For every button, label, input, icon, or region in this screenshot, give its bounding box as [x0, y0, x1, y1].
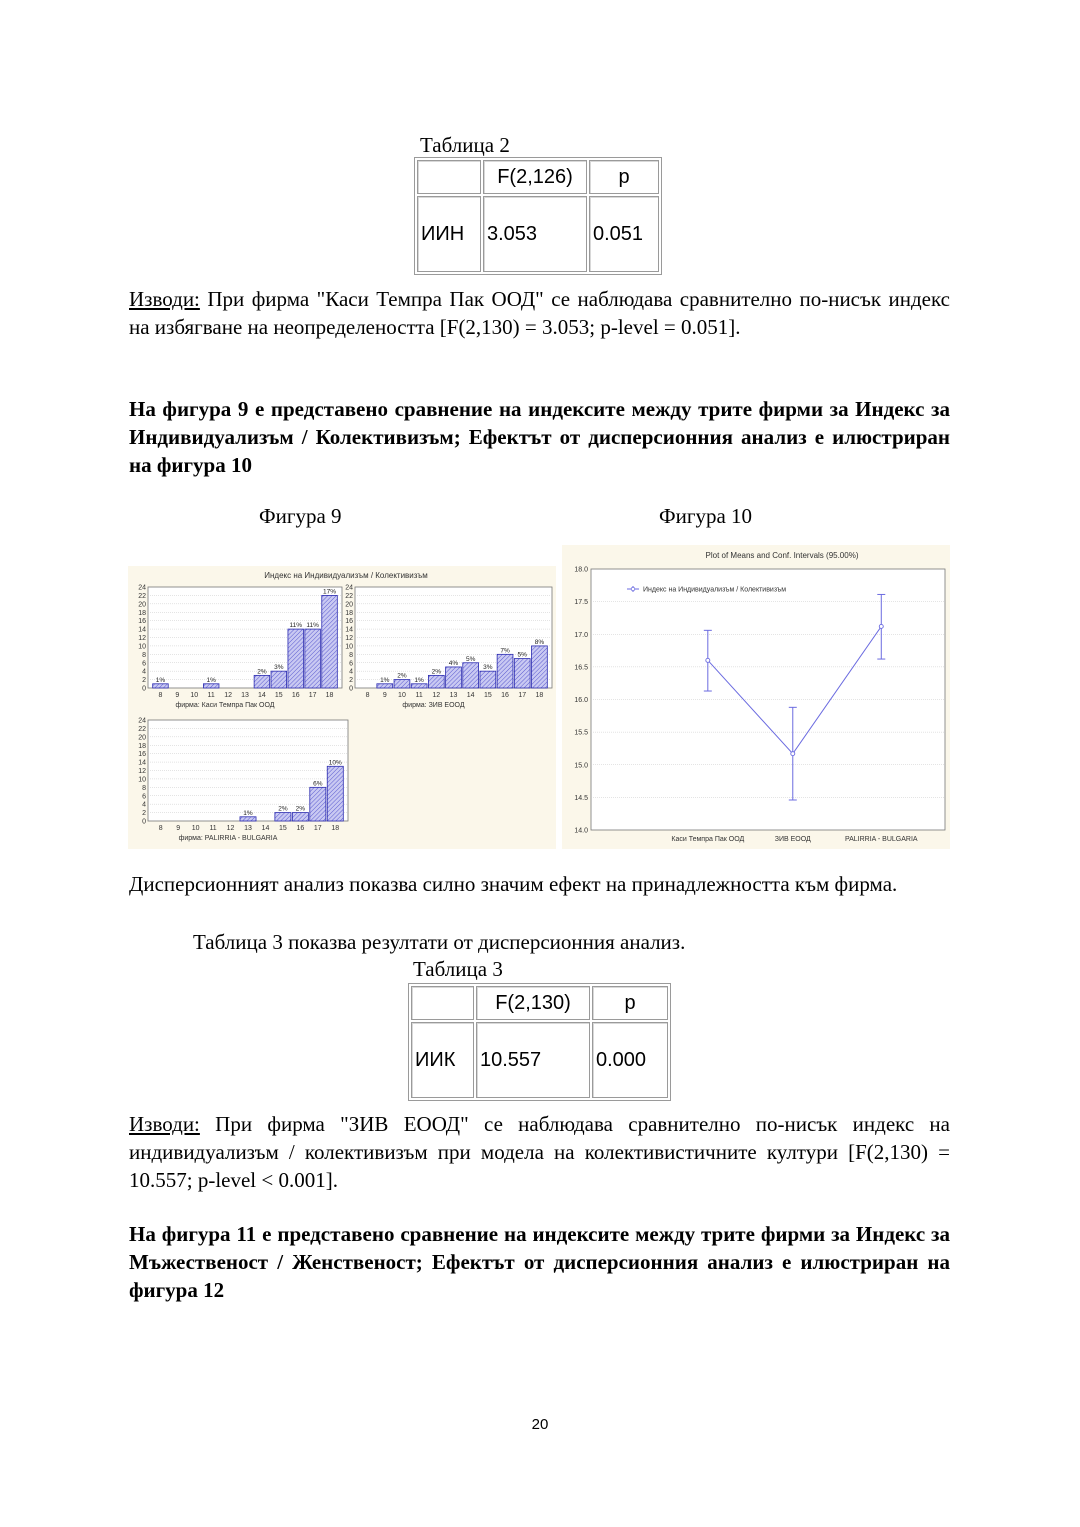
histogram-bar — [411, 684, 427, 688]
figure9-svg — [128, 566, 556, 849]
y-tick-label: 12 — [138, 768, 146, 775]
table-row — [411, 986, 668, 1020]
y-tick-label: 6 — [349, 660, 353, 668]
y-tick-label: 2 — [142, 810, 146, 818]
histogram-bar — [377, 684, 393, 688]
x-tick-label: Каси Темпра Пак ООД — [671, 836, 745, 843]
y-tick-label: 20 — [138, 601, 146, 609]
y-tick-label: 24 — [138, 717, 146, 725]
table3 — [408, 983, 671, 1101]
histogram-bar — [322, 595, 338, 688]
histogram-bar — [288, 629, 304, 688]
histogram-bar — [275, 813, 291, 821]
x-tick-label: 16 — [296, 825, 305, 832]
y-tick-label: 8 — [142, 651, 146, 659]
anova-paragraph: Дисперсионният анализ показва силно значим ефект на принадлежността към фирма. — [129, 872, 898, 896]
y-tick-label: 8 — [142, 784, 146, 792]
table-cell: 0.000 — [592, 1022, 668, 1098]
y-tick-label: 14 — [138, 626, 146, 634]
y-tick-label: 16 — [345, 618, 353, 626]
table2-caption: Таблица 2 — [420, 133, 510, 157]
table-cell — [411, 986, 474, 1020]
y-tick-label: 10 — [138, 643, 146, 651]
y-tick-label: 16 — [138, 751, 146, 759]
histogram-bar — [327, 766, 343, 821]
y-tick-label: 0 — [349, 685, 353, 693]
x-tick-label: 15 — [279, 825, 287, 832]
x-tick-label: ЗИВ ЕООД — [774, 836, 811, 843]
x-tick-label: 15 — [274, 692, 283, 699]
x-tick-label: 18 — [535, 692, 544, 699]
histogram-bar — [310, 787, 326, 821]
page-number: 20 — [531, 1416, 549, 1433]
x-tick-label: 14 — [261, 825, 270, 832]
table-cell: ИИН — [417, 196, 481, 272]
x-tick-label: 16 — [501, 692, 509, 699]
mean-point — [879, 624, 883, 628]
bar-data-label: 8% — [534, 638, 545, 646]
x-tick-label: 17 — [518, 692, 527, 699]
bar-data-label: 2% — [431, 668, 442, 676]
y-tick-label: 0 — [142, 685, 146, 693]
bar-data-label: 2% — [278, 805, 288, 813]
y-tick-label: 10 — [345, 643, 353, 651]
x-tick-label: 10 — [190, 692, 199, 699]
bar-data-label: 10% — [328, 759, 342, 767]
bar-data-label: 2% — [397, 672, 407, 680]
conclusion-label: Изводи: — [129, 1112, 200, 1136]
histogram-bar — [463, 663, 479, 688]
bar-data-label: 2% — [257, 668, 267, 676]
y-tick-label: 16 — [138, 618, 146, 626]
x-tick-label: 12 — [226, 825, 235, 832]
figure9-caption: Фигура 9 — [259, 504, 342, 528]
figure10-svg — [562, 545, 950, 849]
y-tick-label: 0 — [142, 818, 146, 826]
bar-data-label: 1% — [155, 676, 166, 684]
table3-intro: Таблица 3 показва резултати от дисперсионния анализ. — [193, 930, 686, 954]
conclusion-paragraph-2 — [129, 1110, 950, 1194]
histogram-bar — [514, 659, 530, 688]
bar-data-label: 3% — [274, 664, 284, 672]
table-row — [417, 160, 659, 194]
bar-data-label: 11% — [306, 622, 319, 630]
x-tick-label: 10 — [191, 825, 200, 832]
x-tick-label: 9 — [175, 692, 180, 699]
y-tick-label: 14 — [138, 759, 146, 767]
y-tick-label: 2 — [349, 677, 353, 685]
histogram-bar — [532, 646, 548, 688]
x-tick-label: 12 — [224, 692, 232, 699]
y-tick-label: 4 — [142, 668, 146, 676]
bar-data-label: 1% — [414, 676, 424, 684]
table-cell: 10.557 — [476, 1022, 590, 1098]
table3-caption: Таблица 3 — [413, 957, 503, 981]
x-tick-label: 11 — [207, 692, 215, 699]
y-tick-label: 22 — [138, 592, 146, 600]
bar-data-label: 1% — [243, 809, 253, 817]
y-tick-label: 22 — [138, 725, 146, 733]
x-tick-label: 14 — [258, 692, 266, 699]
conclusion-text: При фирма "Каси Темпра Пак ООД" се наблюдава сравнително по-нисък индекс на избягване на неопределеността [F(2,130) = 3.053; p-level = 0.051]. — [129, 287, 950, 339]
y-tick-label: 6 — [142, 793, 146, 801]
histogram-bar — [480, 671, 496, 688]
figure10-caption: Фигура 10 — [659, 504, 753, 528]
histogram-bar — [497, 654, 513, 688]
x-tick-label: 9 — [382, 692, 387, 699]
x-tick-label: 17 — [313, 825, 322, 832]
bar-data-label: 5% — [465, 655, 476, 663]
x-tick-label: PALIRRIA - BULGARIA — [844, 836, 918, 843]
table-cell: p — [592, 986, 668, 1020]
bar-data-label: 6% — [313, 780, 323, 788]
figure9-histograms — [128, 566, 556, 849]
y-tick-label: 12 — [345, 635, 353, 642]
y-tick-label: 12 — [138, 635, 146, 642]
histogram-bar — [305, 629, 321, 688]
histogram-bar — [394, 680, 410, 688]
y-tick-label: 14.5 — [574, 794, 588, 802]
histogram-bar — [254, 675, 270, 688]
y-tick-label: 24 — [345, 584, 353, 592]
panel-xlabel: фирма: PALIRRIA - BULGARIA — [178, 835, 278, 842]
bar-data-label: 7% — [500, 647, 510, 655]
section-heading-2: На фигура 11 е представено сравнение на индексите между трите фирми за Индекс за Мъжественост / Женственост; Ефектът от дисперсионния анализ е илюстриран на фигура 12 — [129, 1222, 950, 1302]
x-tick-label: 9 — [176, 825, 181, 832]
y-tick-label: 6 — [142, 660, 146, 668]
bar-data-label: 17% — [323, 588, 337, 596]
conclusion-paragraph-1 — [129, 285, 950, 341]
x-tick-label: 13 — [449, 692, 458, 699]
legend — [627, 586, 786, 594]
figure10-means-plot — [562, 545, 950, 849]
table-row — [411, 1022, 668, 1098]
y-tick-label: 4 — [142, 801, 146, 809]
table2 — [414, 157, 662, 275]
x-tick-label: 13 — [241, 692, 249, 699]
y-tick-label: 20 — [138, 734, 146, 742]
y-tick-label: 18 — [138, 609, 146, 617]
x-tick-label: 12 — [432, 692, 441, 699]
y-tick-label: 18 — [345, 609, 353, 617]
histogram-bar — [203, 684, 219, 688]
chart-title: Индекс на Индивидуализъм / Колективизъм — [264, 571, 428, 580]
y-tick-label: 16.0 — [574, 697, 588, 704]
table-cell — [417, 160, 481, 194]
x-tick-label: 11 — [415, 692, 423, 699]
histogram-bar — [428, 675, 444, 688]
x-tick-label: 18 — [331, 825, 340, 832]
mean-point — [706, 658, 710, 662]
y-tick-label: 10 — [138, 776, 146, 784]
y-tick-label: 14 — [345, 626, 353, 634]
histogram-bar — [292, 813, 308, 821]
bar-data-label: 11% — [289, 622, 302, 630]
bar-data-label: 1% — [380, 676, 390, 684]
y-tick-label: 16.5 — [574, 664, 588, 672]
x-tick-label: 13 — [244, 825, 252, 832]
legend-marker — [631, 587, 635, 591]
table-cell: 3.053 — [483, 196, 587, 272]
y-tick-label: 15.0 — [574, 762, 588, 770]
histogram-bar — [240, 817, 256, 821]
table-cell: ИИК — [411, 1022, 474, 1098]
x-tick-label: 8 — [158, 825, 163, 832]
x-tick-label: 8 — [158, 692, 163, 699]
histogram-bar — [153, 684, 169, 688]
panel-xlabel: фирма: Каси Темпра Пак ООД — [175, 702, 275, 709]
table-cell: F(2,130) — [476, 986, 590, 1020]
panel-xlabel: фирма: ЗИВ ЕООД — [402, 702, 465, 709]
x-tick-label: 11 — [209, 825, 217, 832]
conclusion-text: При фирма "ЗИВ ЕООД" се наблюдава сравнително по-нисък индекс на индивидуализъм / колективизъм при модела на колективистичните култури [F(2,130) = 10.557; p-level < 0.001]. — [129, 1112, 950, 1192]
y-tick-label: 15.5 — [574, 729, 588, 737]
y-tick-label: 18 — [138, 742, 146, 750]
x-tick-label: 16 — [291, 692, 300, 699]
x-tick-label: 10 — [398, 692, 406, 699]
x-tick-label: 15 — [483, 692, 492, 699]
y-tick-label: 18.0 — [574, 566, 588, 574]
x-tick-label: 8 — [365, 692, 370, 699]
y-tick-label: 2 — [142, 677, 146, 685]
x-tick-label: 17 — [308, 692, 317, 699]
conclusion-label: Изводи: — [129, 287, 200, 311]
y-tick-label: 17.5 — [574, 599, 588, 607]
y-tick-label: 8 — [349, 651, 353, 659]
bar-data-label: 5% — [517, 651, 527, 659]
chart-title: Plot of Means and Conf. Intervals (95.00%) — [705, 551, 859, 560]
y-tick-label: 22 — [345, 592, 353, 600]
y-tick-label: 24 — [138, 584, 146, 592]
x-tick-label: 14 — [466, 692, 475, 699]
y-tick-label: 17.0 — [574, 631, 588, 639]
x-tick-label: 18 — [325, 692, 334, 699]
table-cell: p — [589, 160, 659, 194]
bar-data-label: 4% — [448, 659, 459, 667]
bar-data-label: 1% — [206, 676, 216, 684]
legend-label: Индекс на Индивидуализъм / Колективизъм — [643, 586, 787, 594]
y-tick-label: 20 — [345, 601, 353, 609]
y-tick-label: 4 — [349, 668, 353, 676]
mean-point — [791, 752, 795, 756]
table-cell: 0.051 — [589, 196, 659, 272]
bar-data-label: 3% — [483, 664, 493, 672]
bar-data-label: 2% — [295, 805, 306, 813]
table-row — [417, 196, 659, 272]
histogram-bar — [446, 667, 462, 688]
histogram-bar — [271, 671, 287, 688]
y-tick-label: 14.0 — [574, 827, 588, 835]
section-heading-1: На фигура 9 е представено сравнение на индексите между трите фирми за Индекс за Индивидуализъм / Колективизъм; Ефектът от дисперсионния анализ е илюстриран на фигура 10 — [129, 397, 950, 477]
table-cell: F(2,126) — [483, 160, 587, 194]
